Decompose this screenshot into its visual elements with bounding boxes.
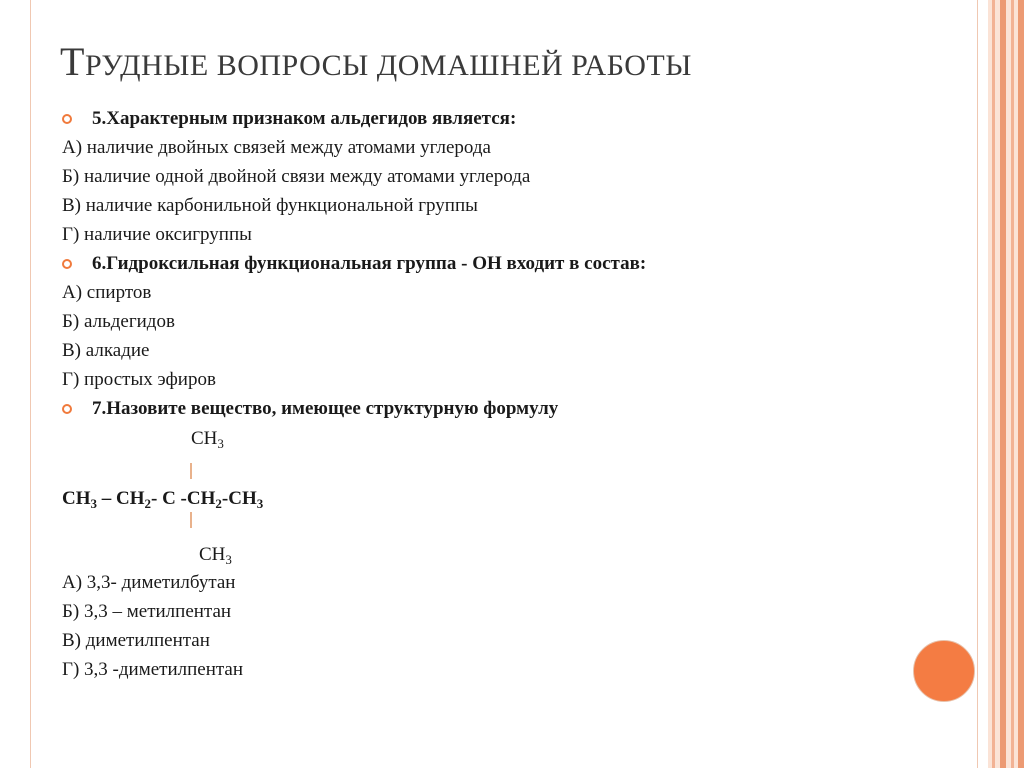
decor-stripe (992, 0, 995, 768)
answer-7a: А) 3,3- диметилбутан (62, 572, 236, 593)
question-5: 5.Характерным признаком альдегидов является: (92, 108, 517, 129)
formula-chain-part: CH (62, 488, 91, 509)
formula-bond-top (190, 463, 192, 479)
answer-6b: Б) альдегидов (62, 311, 175, 332)
decor-circle (913, 640, 975, 702)
decor-stripe (1018, 0, 1024, 768)
answer-7b: Б) 3,3 – метилпентан (62, 601, 232, 622)
formula-chain-sub: 2 (144, 496, 151, 511)
bullet-icon (62, 404, 72, 414)
formula-chain-part: – CH (97, 488, 145, 509)
formula-top-sub: 3 (217, 436, 224, 451)
answer-7c: В) диметилпентан (62, 630, 210, 651)
formula-bottom-text: CH (199, 544, 226, 565)
title-first-letter: Т (60, 39, 85, 84)
answer-5d: Г) наличие оксигруппы (62, 224, 252, 245)
decor-stripe (1000, 0, 1006, 768)
answer-6c: В) алкадие (62, 340, 150, 361)
formula-chain-sub: 2 (215, 496, 222, 511)
bullet-icon (62, 259, 72, 269)
formula-chain-sub: 3 (256, 496, 264, 511)
answer-6d: Г) простых эфиров (62, 369, 216, 390)
formula-chain-sub: 3 (90, 496, 97, 511)
formula-bottom-sub: 3 (225, 552, 232, 567)
title-rest: РУДНЫЕ ВОПРОСЫ ДОМАШНЕЙ РАБОТЫ (84, 49, 692, 82)
bullet-icon (62, 114, 72, 124)
answer-7d: Г) 3,3 -диметилпентан (62, 659, 244, 680)
formula-bottom-group (199, 543, 232, 572)
decor-stripe (1011, 0, 1014, 768)
question-7: 7.Назовите вещество, имеющее структурную формулу (92, 398, 559, 419)
answer-5b: Б) наличие одной двойной связи между атомами углерода (62, 166, 531, 187)
slide-title (60, 38, 692, 85)
answer-6a: А) спиртов (62, 282, 152, 303)
question-6: 6.Гидроксильная функциональная группа - ОН входит в состав: (92, 253, 647, 274)
formula-chain-part: -CH (221, 488, 257, 509)
answer-5c: В) наличие карбонильной функциональной группы (62, 195, 478, 216)
formula-top-group (191, 427, 224, 456)
formula-bond-bottom (190, 512, 192, 528)
formula-top-text: CH (191, 428, 218, 449)
answer-5a: А) наличие двойных связей между атомами углерода (62, 137, 491, 158)
formula-chain (62, 487, 263, 516)
formula-chain-part: - C -CH (151, 488, 216, 509)
